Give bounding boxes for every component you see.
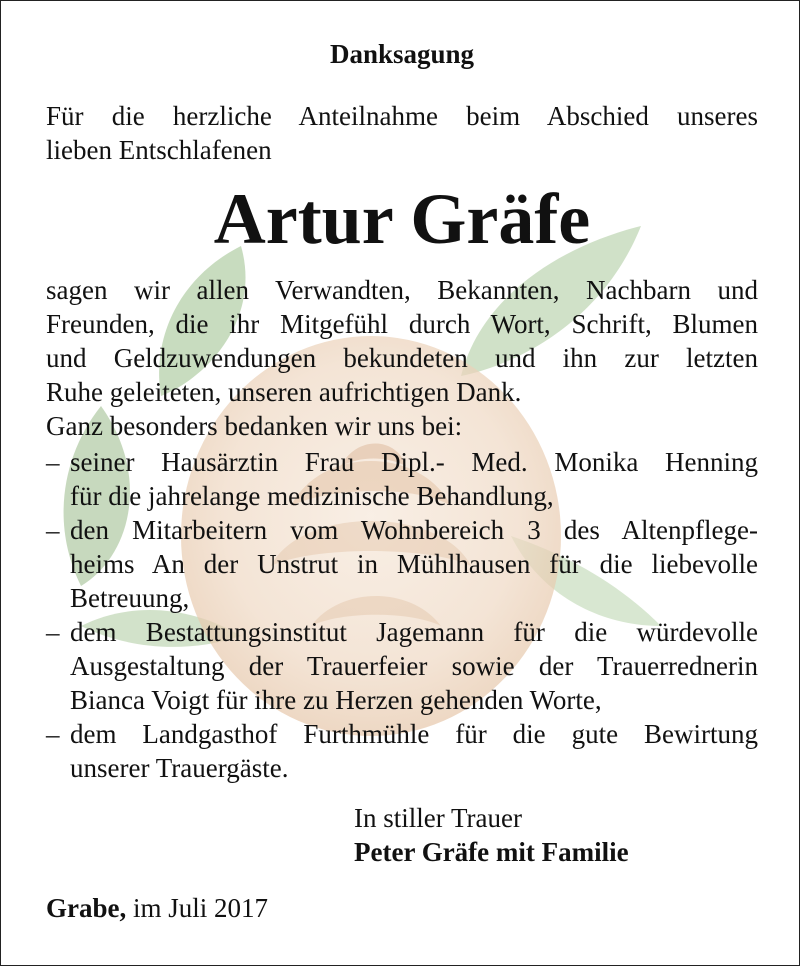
thanks-list xyxy=(46,445,758,785)
thanks-line: sagen wir allen Verwandten, Bekannten, Nachbarn und xyxy=(46,275,758,305)
intro-line: Für die herzliche Anteilnahme beim Abschied unseres xyxy=(46,101,758,131)
page-title: Danksagung xyxy=(329,39,475,69)
list-dash: – xyxy=(46,515,60,545)
list-item xyxy=(46,513,758,615)
thanks-line: und Geldzuwendungen bekundeten und ihn zur letzten xyxy=(46,343,758,373)
place-date xyxy=(46,891,268,925)
list-item xyxy=(46,717,758,785)
list-item-line: Betreuung, xyxy=(70,583,190,613)
thanks-line: Ganz besonders bedanken wir uns bei: xyxy=(46,411,463,441)
list-dash: – xyxy=(46,719,60,749)
list-item-line: seiner Hausärztin Frau Dipl.- Med. Monika Henning xyxy=(70,447,758,477)
thanks-paragraph xyxy=(46,273,758,443)
list-item-line: Bianca Voigt für ihre zu Herzen gehenden Worte, xyxy=(70,685,602,715)
list-item xyxy=(46,615,758,717)
list-item-line: dem Bestattungsinstitut Jagemann für die würdevolle xyxy=(70,617,758,647)
place-name: Grabe, xyxy=(46,893,127,923)
list-dash: – xyxy=(46,617,60,647)
thanks-line: Ruhe geleiteten, unseren aufrichtigen Dank. xyxy=(46,377,522,407)
list-item-line: für die jahrelange medizinische Behandlung, xyxy=(70,481,554,511)
list-item-line: dem Landgasthof Furthmühle für die gute Bewirtung xyxy=(70,719,758,749)
list-dash: – xyxy=(46,447,60,477)
thanks-line: Freunden, die ihr Mitgefühl durch Wort, Schrift, Blumen xyxy=(46,309,758,339)
list-item-line: Ausgestaltung der Trauerfeier sowie der Trauerrednerin xyxy=(70,651,758,681)
list-item-line: heims An der Unstrut in Mühlhausen für die liebevolle xyxy=(70,549,758,579)
deceased-name: Artur Gräfe xyxy=(213,179,591,259)
mourning-phrase: In stiller Trauer xyxy=(354,803,522,833)
signature-block xyxy=(354,801,629,869)
intro-text xyxy=(46,99,758,167)
date-text: im Juli 2017 xyxy=(133,893,269,923)
list-item xyxy=(46,445,758,513)
intro-line: lieben Entschlafenen xyxy=(46,135,272,165)
list-item-line: den Mitarbeitern vom Wohnbereich 3 des Altenpflege- xyxy=(70,515,758,545)
list-item-line: unserer Trauergäste. xyxy=(70,753,289,783)
family-name: Peter Gräfe mit Familie xyxy=(354,837,629,867)
